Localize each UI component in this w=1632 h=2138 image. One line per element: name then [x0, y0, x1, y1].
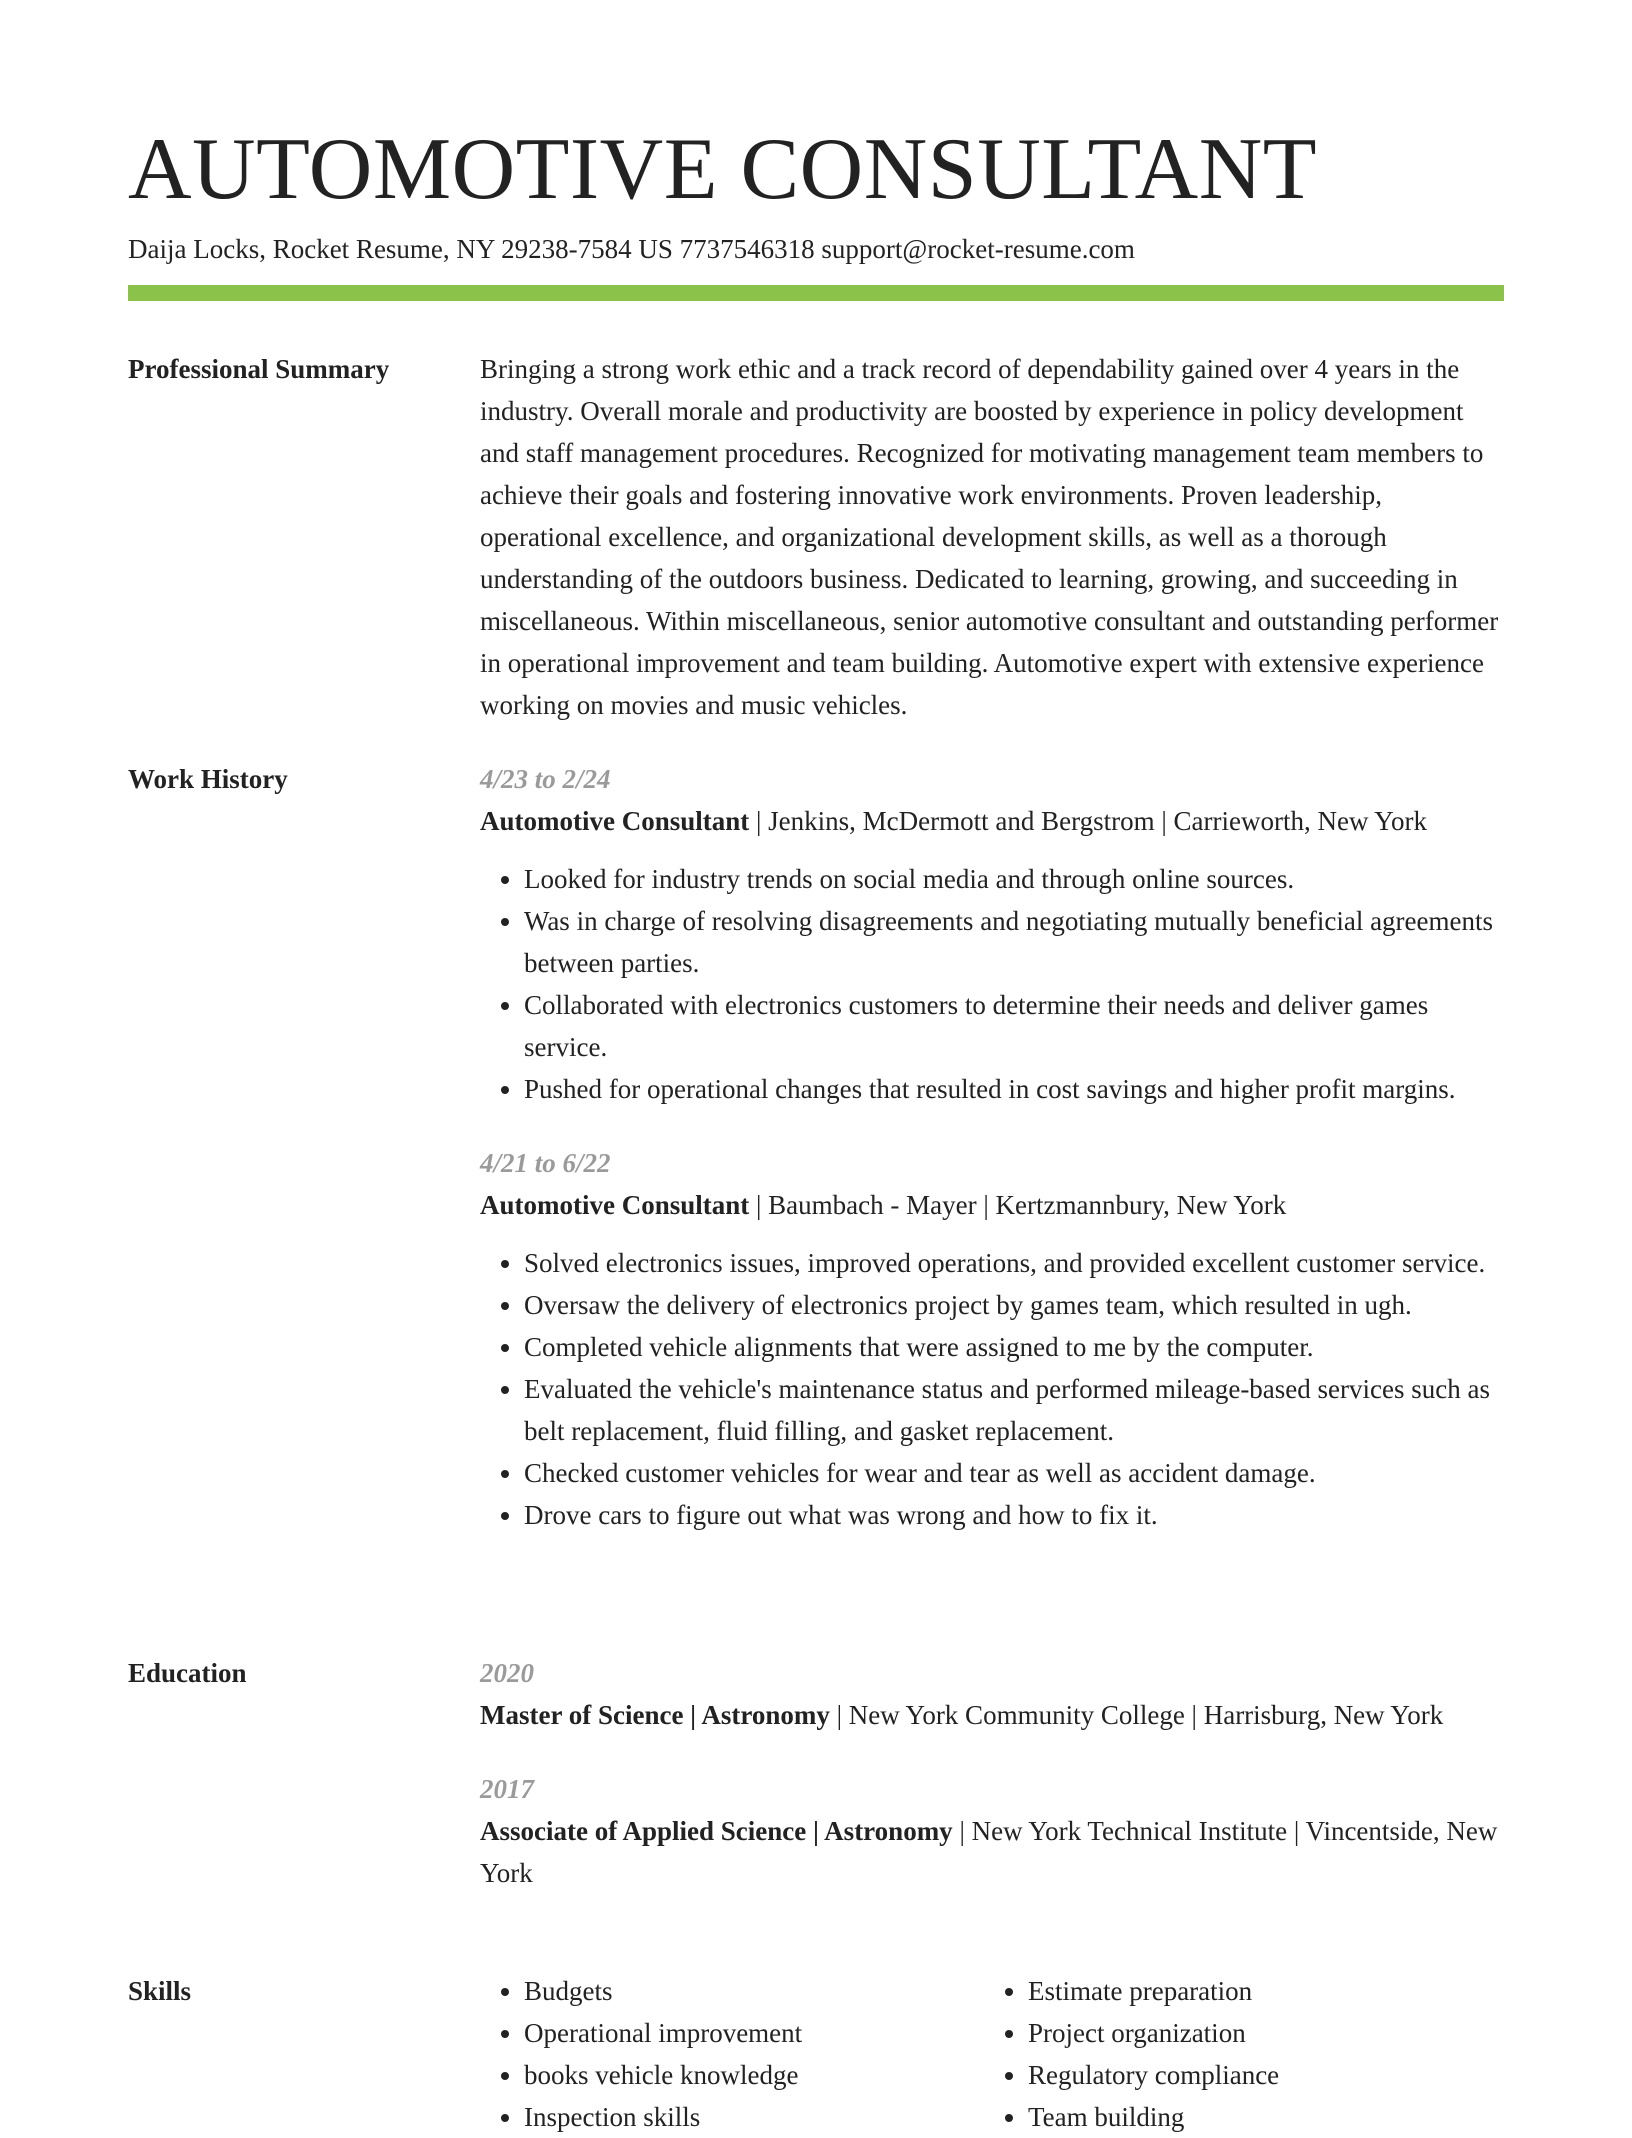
section-label-summary: Professional Summary	[128, 354, 390, 384]
job-bullets	[480, 1242, 1504, 1536]
job-dates: 4/23 to 2/24	[480, 764, 611, 794]
degree-name: Master of Science | Astronomy	[480, 1700, 830, 1730]
job-heading	[480, 1184, 1504, 1226]
list-item: • Was in charge of resolving disagreements and negotiating mutually beneficial agreements between parties.	[524, 900, 1504, 984]
list-item: • Completed vehicle alignments that were assigned to me by the computer.	[524, 1326, 1504, 1368]
list-item: • Checked customer vehicles for wear and tear as well as accident damage.	[524, 1452, 1504, 1494]
job-bullets	[480, 858, 1504, 1110]
list-item: • Project organization	[1028, 2012, 1488, 2054]
contact-line: Daija Locks, Rocket Resume, NY 29238-7584 US 7737546318 support@rocket-resume.com	[128, 234, 1135, 264]
resume-title: AUTOMOTIVE CONSULTANT	[128, 121, 1318, 218]
list-item: • Evaluated the vehicle's maintenance status and performed mileage-based services such as belt replacement, fluid filling, and gasket replacement.	[524, 1368, 1504, 1452]
job-dates: 4/21 to 6/22	[480, 1148, 611, 1178]
education-entry	[480, 1768, 1504, 1894]
summary-text: Bringing a strong work ethic and a track record of dependability gained over 4 years in the industry. Overall morale and productivity are boosted by experience in policy development and staff management procedures. Recognized for motivating management team members to achieve their goals and fostering innovative work environments. Proven leadership, operational excellence, and organizational development skills, as well as a thorough understanding of the outdoors business. Dedicated to learning, growing, and succeeding in miscellaneous. Within miscellaneous, senior automotive consultant and outstanding performer in operational improvement and team building. Automotive expert with extensive experience working on movies and music vehicles.	[480, 354, 1499, 720]
job-heading	[480, 800, 1504, 842]
education-heading	[480, 1810, 1504, 1894]
list-item: • Solved electronics issues, improved operations, and provided excellent customer service.	[524, 1242, 1504, 1284]
job-details: | Jenkins, McDermott and Bergstrom | Carrieworth, New York	[749, 806, 1427, 836]
job-details: | Baumbach - Mayer | Kertzmannbury, New York	[749, 1190, 1287, 1220]
header-divider	[128, 285, 1504, 301]
list-item: • Regulatory compliance	[1028, 2054, 1488, 2096]
section-label-education: Education	[128, 1658, 247, 1688]
list-item: • Inspection skills	[524, 2096, 984, 2138]
list-item: • Operational improvement	[524, 2012, 984, 2054]
job-title: Automotive Consultant	[480, 806, 750, 836]
list-item: • Pushed for operational changes that resulted in cost savings and higher profit margins.	[524, 1068, 1504, 1110]
list-item: • Team building	[1028, 2096, 1488, 2138]
education-year: 2020	[480, 1658, 534, 1688]
education-entry	[480, 1652, 1504, 1736]
skills-columns	[480, 1970, 1504, 2138]
job-title: Automotive Consultant	[480, 1190, 750, 1220]
section-label-skills: Skills	[128, 1976, 192, 2006]
education-details: | New York Technical Institute | Vincentside, New York	[480, 1816, 1498, 1888]
education-details: | New York Community College | Harrisburg, New York	[829, 1700, 1444, 1730]
list-item: • Budgets	[524, 1970, 984, 2012]
job-entry	[480, 1142, 1504, 1536]
degree-name: Associate of Applied Science | Astronomy	[480, 1816, 953, 1846]
list-item: • books vehicle knowledge	[524, 2054, 984, 2096]
list-item: • Drove cars to figure out what was wrong and how to fix it.	[524, 1494, 1504, 1536]
job-entry	[480, 758, 1504, 1110]
list-item: • Estimate preparation	[1028, 1970, 1488, 2012]
education-year: 2017	[480, 1774, 534, 1804]
list-item: • Collaborated with electronics customers to determine their needs and deliver games service.	[524, 984, 1504, 1068]
skills-list-2	[984, 1970, 1488, 2138]
list-item: • Looked for industry trends on social media and through online sources.	[524, 858, 1504, 900]
list-item: • Oversaw the delivery of electronics project by games team, which resulted in ugh.	[524, 1284, 1504, 1326]
education-heading	[480, 1694, 1504, 1736]
skills-list-1	[480, 1970, 984, 2138]
section-label-work: Work History	[128, 764, 288, 794]
